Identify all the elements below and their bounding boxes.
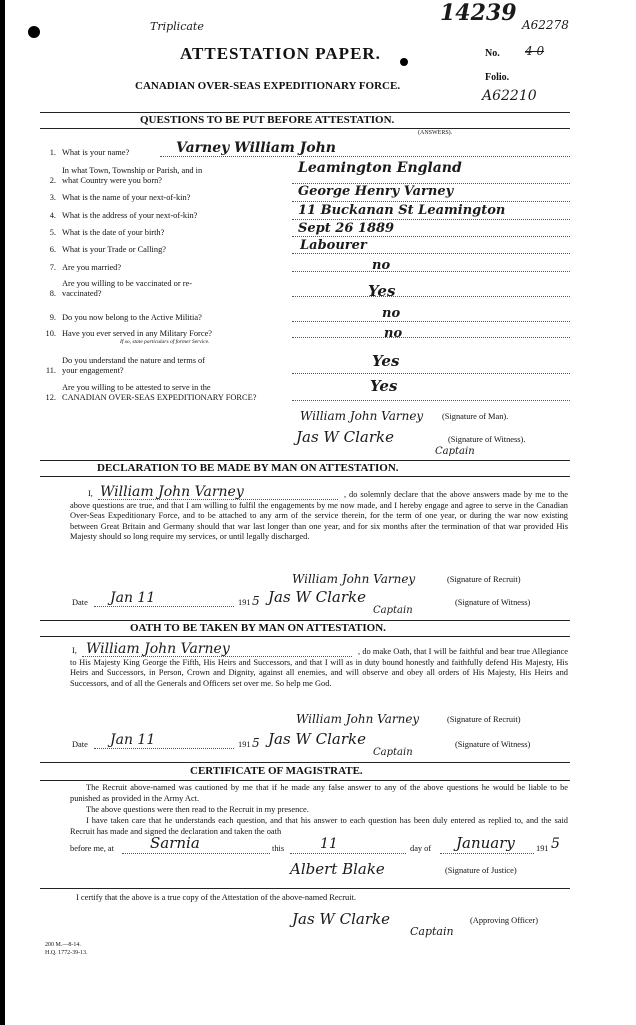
no-label: No. [485, 48, 500, 59]
magistrate-this-label: this [272, 844, 285, 853]
question-number: 11. [45, 366, 56, 375]
oath-body: , do make Oath, that I will be faithful and bear true Allegiance to His Majesty King George the Fifth, His Heirs and Successors, and that I will as in duty bound honestly and faithfully defend His Majesty, His Heirs and Successors, in Person, Crown and Dignity, against all enemies, and will observe and obey all orders of His Majesty, His Heirs and Successors, and of all the Generals and Officers set over me. So help me God. [70, 647, 568, 688]
rule [40, 128, 570, 129]
answer-value: Varney William John [176, 140, 336, 156]
question-text [62, 166, 202, 186]
declaration-date-line [94, 606, 234, 607]
answer-value: Leamington England [298, 160, 462, 176]
question-text [62, 329, 212, 339]
declaration-date-label: Date [72, 598, 88, 607]
question-row [40, 245, 166, 255]
question-text [62, 356, 205, 376]
declaration-text [70, 490, 568, 543]
questions-title: QUESTIONS TO BE PUT BEFORE ATTESTATION. [140, 114, 395, 126]
oath-date-line [94, 748, 234, 749]
declaration-date-value: Jan 11 [110, 590, 156, 606]
declaration-name: William John Varney [100, 484, 244, 500]
question-row [40, 193, 190, 203]
question-row [40, 211, 197, 221]
question-text [62, 148, 129, 158]
document-subtitle: CANADIAN OVER-SEAS EXPEDITIONARY FORCE. [135, 80, 401, 92]
magistrate-day-value: 11 [320, 836, 338, 852]
question-line: What is your name? [62, 148, 130, 157]
man-signature-label: (Signature of Man). [442, 412, 509, 421]
magistrate-place-line [122, 853, 270, 854]
answer-value: 11 Buckanan St Leamington [298, 203, 506, 218]
answer-line [292, 201, 570, 202]
declaration-witness-signature: Jas W Clarke [268, 588, 366, 606]
oath-recruit-label: (Signature of Recruit) [447, 715, 521, 724]
question-line: Are you willing to be vaccinated or re- [62, 279, 192, 288]
question-line: What is the date of your birth? [62, 228, 165, 237]
oath-text [70, 647, 568, 689]
witness-signature: Jas W Clarke [296, 428, 394, 446]
witness-signature-label: (Signature of Witness). [448, 435, 526, 444]
answer-line [292, 400, 570, 401]
question-number: 10. [45, 329, 56, 338]
magistrate-month-line [440, 853, 534, 854]
magistrate-p2-text: The above questions were then read to the Recruit in my presence. [86, 805, 309, 814]
answer-line [292, 296, 570, 297]
question-line: Have you ever served in any Military Force? [62, 329, 212, 338]
rule [40, 460, 570, 461]
question-number: 6. [49, 245, 56, 254]
question-row [40, 166, 202, 186]
answer-line [292, 321, 570, 322]
oath-witness-label: (Signature of Witness) [455, 740, 531, 749]
declaration-recruit-label: (Signature of Recruit) [447, 575, 521, 584]
answer-value: no [382, 306, 401, 321]
question-text [62, 263, 121, 273]
question-line: Are you willing to be attested to serve in the [62, 383, 211, 392]
answers-label: (ANSWERS). [418, 130, 453, 136]
question-number: 8. [49, 289, 56, 298]
question-line: Do you understand the nature and terms of [62, 356, 206, 365]
oath-title: OATH TO BE TAKEN BY MAN ON ATTESTATION. [130, 622, 386, 634]
question-text [62, 279, 192, 299]
answer-line [292, 219, 570, 220]
rule [40, 762, 570, 763]
question-line: In what Town, Township or Parish, and in [62, 166, 203, 175]
answer-value: Labourer [300, 238, 367, 253]
question-line: What is the address of your next-of-kin? [62, 211, 198, 220]
oath-i-label: I, [72, 646, 77, 655]
oath-date-value: Jan 11 [110, 732, 156, 748]
question-row [40, 356, 205, 376]
folio-label: Folio. [485, 72, 510, 83]
magistrate-year-prefix: 191 [536, 844, 549, 853]
stamp-top-right: A62278 [522, 18, 569, 32]
rule [40, 888, 570, 889]
question-row [40, 383, 256, 403]
answer-line [292, 236, 570, 237]
question-row [40, 228, 164, 238]
declaration-year-prefix: 191 [238, 598, 251, 607]
question-text [62, 228, 164, 238]
question-number: 4. [49, 211, 56, 220]
rule [40, 112, 570, 113]
question-row [40, 263, 121, 273]
question-text [62, 211, 197, 221]
oath-year-suffix: 5 [252, 736, 260, 750]
question-row [40, 148, 129, 158]
question-text [62, 313, 202, 323]
rule [40, 620, 570, 621]
magistrate-place: Sarnia [150, 834, 200, 852]
question-subnote: If so, state particulars of former Service. [120, 339, 210, 345]
question-line: what Country were you born? [62, 176, 163, 185]
question-text [62, 193, 190, 203]
question-text [62, 383, 256, 403]
document-title: ATTESTATION PAPER. [180, 44, 381, 63]
left-scan-edge [0, 0, 5, 1025]
punch-hole [400, 58, 408, 66]
rule [40, 636, 570, 637]
magistrate-p2 [70, 805, 568, 816]
oath-witness-title: Captain [373, 747, 413, 758]
folio-value: A62210 [482, 88, 537, 104]
declaration-recruit-signature: William John Varney [292, 572, 416, 586]
question-line: Are you married? [62, 263, 122, 272]
answer-line [292, 271, 570, 272]
answer-value: Sept 26 1889 [298, 221, 395, 236]
answer-line [292, 253, 570, 254]
oath-date-label: Date [72, 740, 88, 749]
answer-value: Yes [372, 352, 400, 370]
question-number: 7. [49, 263, 56, 272]
question-number: 1. [49, 148, 56, 157]
answer-line [160, 156, 570, 157]
answer-line [292, 373, 570, 374]
question-number: 5. [49, 228, 56, 237]
declaration-witness-title: Captain [373, 605, 413, 616]
magistrate-day-of-label: day of [410, 844, 432, 853]
rule [40, 476, 570, 477]
magistrate-before-label: before me, at [70, 844, 114, 853]
declaration-title: DECLARATION TO BE MADE BY MAN ON ATTESTATION. [97, 462, 399, 474]
question-number: 12. [45, 393, 56, 402]
magistrate-p3-text: I have taken care that he understands each question, and that his answer to each question has been duly entered as replied to, and the said Recruit has made and signed the declaration and taken the oath [70, 816, 568, 836]
punch-hole [28, 26, 40, 38]
question-line: What is the name of your next-of-kin? [62, 193, 191, 202]
oath-recruit-signature: William John Varney [296, 712, 420, 726]
question-text [62, 245, 166, 255]
question-line: What is your Trade or Calling? [62, 245, 166, 254]
question-line: Do you now belong to the Active Militia? [62, 313, 202, 322]
question-number: 2. [49, 176, 56, 185]
justice-label: (Signature of Justice) [445, 866, 517, 875]
footer-line-1: 200 M.—8-14. [45, 942, 81, 948]
rule [40, 780, 570, 781]
footer-line-2: H.Q. 1772-39-13. [45, 950, 88, 956]
magistrate-p1-text: The Recruit above-named was cautioned by me that if he made any false answer to any of the above questions he would be liable to be punished as provided in the Army Act. [70, 783, 568, 803]
magistrate-p1 [70, 783, 568, 804]
oath-year-prefix: 191 [238, 740, 251, 749]
question-line: vaccinated? [62, 289, 102, 298]
oath-name: William John Varney [86, 641, 230, 657]
question-line: your engagement? [62, 366, 124, 375]
declaration-witness-label: (Signature of Witness) [455, 598, 531, 607]
magistrate-title: CERTIFICATE OF MAGISTRATE. [190, 765, 363, 777]
question-row [40, 313, 202, 323]
answer-value: George Henry Varney [298, 184, 454, 199]
stamp-number: 14239 [440, 0, 517, 26]
declaration-year-suffix: 5 [252, 594, 260, 608]
question-line: CANADIAN OVER-SEAS EXPEDITIONARY FORCE? [62, 393, 257, 402]
magistrate-year-suffix: 5 [551, 836, 560, 852]
magistrate-month-value: January [456, 834, 515, 852]
justice-signature: Albert Blake [290, 860, 385, 878]
question-number: 3. [49, 193, 56, 202]
officer-title: Captain [410, 925, 454, 938]
answer-value: no [384, 326, 403, 341]
man-signature: William John Varney [300, 409, 424, 423]
officer-signature: Jas W Clarke [292, 910, 390, 928]
answer-value: Yes [370, 377, 398, 395]
oath-witness-signature: Jas W Clarke [268, 730, 366, 748]
question-row [40, 329, 212, 339]
declaration-i-label: I, [88, 489, 93, 498]
declaration-body: , do solemnly declare that the above answers made by me to the above questions are true, and that I am willing to fulfil the engagements by me now made, and I hereby engage and agree to serve in the Canadian Over-Seas Expeditionary Force, and to be attached to any arm of the service therein, for the term of one year, or during the war now existing between Great Britain and Germany should that war last longer than one year, and for six months after the termination of that war provided His Majesty should so long require my services, or until legally discharged. [70, 490, 568, 542]
no-value: 4 0 [525, 44, 545, 58]
officer-label: (Approving Officer) [470, 916, 538, 925]
question-row [40, 279, 192, 299]
answer-value: Yes [368, 282, 396, 300]
magistrate-day-line [290, 853, 406, 854]
answer-value: no [372, 258, 391, 273]
answer-line [292, 337, 570, 338]
triplicate-note: Triplicate [150, 20, 204, 33]
question-number: 9. [49, 313, 56, 322]
certify-text: I certify that the above is a true copy of the Attestation of the above-named Recruit. [76, 893, 356, 902]
witness-title: Captain [435, 446, 475, 457]
